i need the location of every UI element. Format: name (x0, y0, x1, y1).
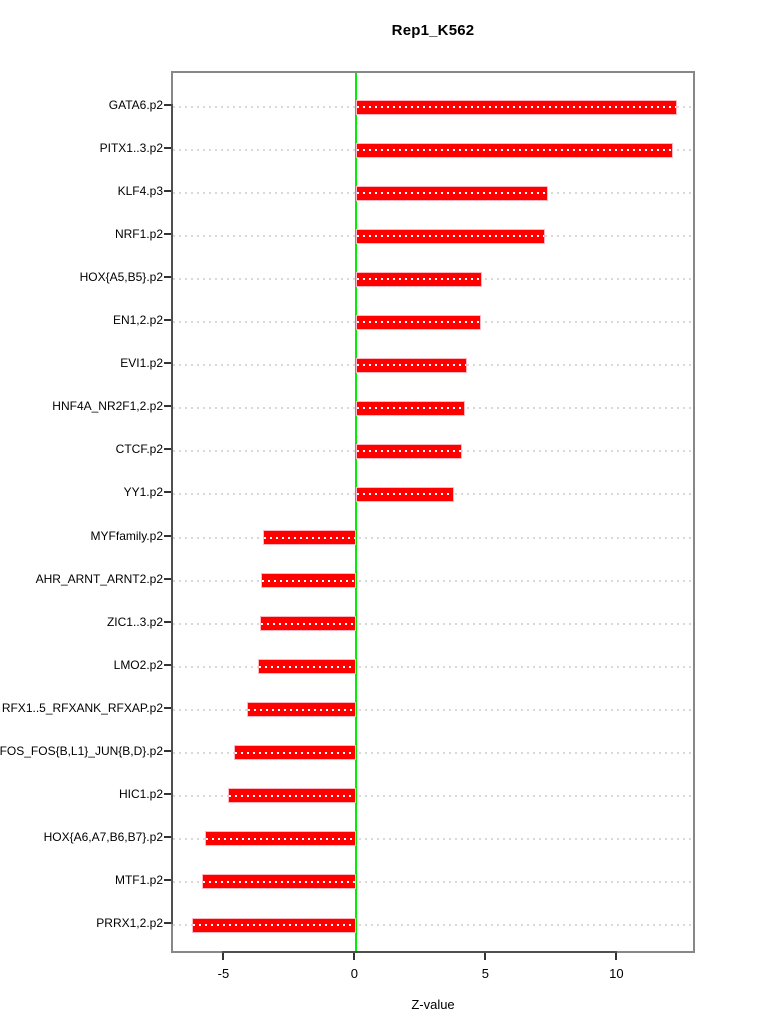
y-axis-line (171, 104, 173, 924)
bar (261, 573, 356, 588)
y-axis-tick (164, 319, 171, 321)
y-axis-tick (164, 836, 171, 838)
y-axis-tick (164, 535, 171, 537)
x-axis-title: Z-value (411, 997, 455, 1012)
y-axis-category-label: HIC1.p2 (118, 786, 163, 801)
bar-grid-dots (357, 407, 463, 409)
y-axis-category-label: HOX{A5,B5}.p2 (79, 270, 163, 285)
bar (356, 315, 480, 330)
x-axis-line (222, 951, 617, 953)
bar-grid-dots (357, 106, 676, 108)
y-axis-tick (164, 405, 171, 407)
bar (228, 788, 356, 803)
bar (260, 616, 357, 631)
y-axis-tick (164, 578, 171, 580)
bar (356, 358, 467, 373)
bar-grid-dots (235, 752, 355, 754)
x-axis-tick (484, 953, 486, 960)
bar (258, 659, 357, 674)
x-axis-tick-label: 0 (350, 966, 358, 981)
y-axis-tick (164, 190, 171, 192)
y-axis-category-label: MYFfamily.p2 (90, 528, 163, 543)
x-axis-tick (222, 953, 224, 960)
bar-grid-dots (357, 235, 544, 237)
bar (356, 100, 677, 115)
y-axis-tick (164, 276, 171, 278)
gridline (173, 537, 693, 539)
bar (356, 229, 545, 244)
bar-grid-dots (261, 623, 356, 625)
bar (234, 745, 356, 760)
y-axis-tick (164, 707, 171, 709)
y-axis-category-label: YY1.p2 (123, 485, 163, 500)
y-axis-category-label: PITX1..3.p2 (99, 141, 163, 156)
x-axis-tick-label: -5 (217, 966, 230, 981)
bar-grid-dots (203, 881, 355, 883)
x-axis-tick (615, 953, 617, 960)
y-axis-tick (164, 362, 171, 364)
gridline (173, 666, 693, 668)
gridline (173, 580, 693, 582)
bar-grid-dots (229, 795, 355, 797)
bar (205, 831, 356, 846)
bar-grid-dots (259, 666, 356, 668)
bar-grid-dots (206, 838, 355, 840)
y-axis-category-label: GATA6.p2 (108, 98, 163, 112)
y-axis-category-label: HOX{A6,A7,B6,B7}.p2 (43, 829, 163, 844)
x-axis-tick (353, 953, 355, 960)
bar (202, 874, 356, 889)
bar (356, 272, 482, 287)
y-axis-category-label: MTF1.p2 (114, 872, 163, 887)
bar-grid-dots (248, 709, 356, 711)
bar (356, 143, 673, 158)
x-axis-tick-label: 5 (481, 966, 489, 981)
gridline (173, 623, 693, 625)
bar (356, 186, 548, 201)
bar-grid-dots (193, 924, 356, 926)
bar (263, 530, 356, 545)
chart-title: Rep1_K562 (391, 22, 475, 39)
y-axis-category-label: PRRX1,2.p2 (96, 916, 163, 930)
y-axis-category-label: FOS_FOS{B,L1}_JUN{B,D}.p2 (0, 743, 163, 758)
y-axis-category-label: NRF1.p2 (114, 227, 163, 242)
bar (356, 401, 464, 416)
y-axis-category-label: HNF4A_NR2F1,2.p2 (52, 399, 163, 414)
bar-grid-dots (264, 537, 355, 539)
bar (192, 918, 357, 933)
bar-grid-dots (357, 493, 453, 495)
bar-grid-dots (357, 321, 479, 323)
y-axis-category-label: CTCF.p2 (115, 442, 163, 457)
bar (356, 444, 462, 459)
y-axis-category-label: ZIC1..3.p2 (106, 614, 163, 629)
y-axis-tick (164, 491, 171, 493)
y-axis-tick (164, 104, 171, 106)
y-axis-tick (164, 879, 171, 881)
bar-grid-dots (357, 450, 461, 452)
y-axis-tick (164, 922, 171, 924)
bar-grid-dots (357, 278, 481, 280)
bar (247, 702, 357, 717)
plot-area (171, 71, 695, 953)
y-axis-category-label: AHR_ARNT_ARNT2.p2 (35, 571, 163, 586)
x-axis-tick-label: 10 (609, 966, 624, 981)
bar (356, 487, 454, 502)
bar-grid-dots (357, 192, 547, 194)
y-axis-category-label: EVI1.p2 (120, 356, 163, 371)
y-axis-tick (164, 621, 171, 623)
bar-grid-dots (262, 580, 355, 582)
y-axis-tick (164, 664, 171, 666)
y-axis-category-label: LMO2.p2 (113, 657, 163, 672)
bar-grid-dots (357, 149, 672, 151)
y-axis-category-label: EN1,2.p2 (112, 313, 163, 328)
y-axis-category-label: RFX1..5_RFXANK_RFXAP.p2 (1, 700, 163, 715)
y-axis-category-label: KLF4.p3 (117, 184, 163, 199)
y-axis-tick (164, 147, 171, 149)
bar-grid-dots (357, 364, 466, 366)
y-axis-tick (164, 448, 171, 450)
y-axis-tick (164, 233, 171, 235)
y-axis-tick (164, 793, 171, 795)
y-axis-tick (164, 750, 171, 752)
zero-reference-line (355, 73, 357, 951)
